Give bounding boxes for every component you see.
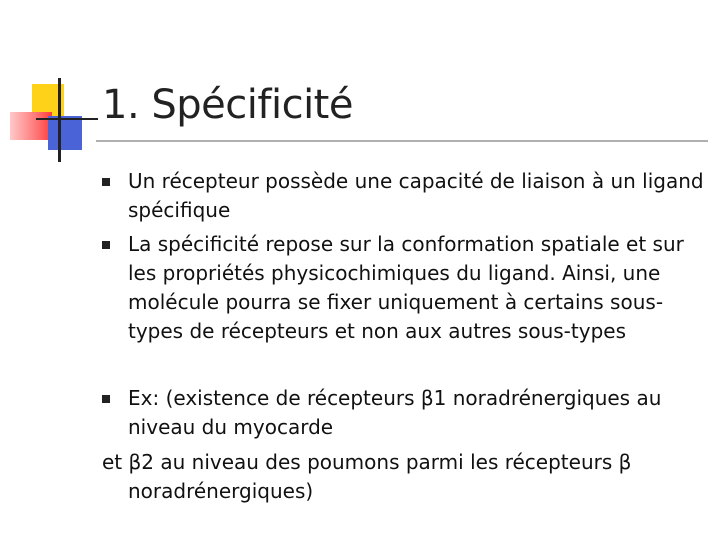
decor-horizontal-line (36, 118, 98, 120)
continuation-line-2: noradrénergiques) (128, 479, 314, 503)
decor-blue-square (48, 116, 82, 150)
continuation-paragraph (102, 448, 702, 506)
title-rule (96, 140, 708, 142)
bullet-marker-icon (102, 241, 110, 249)
bullet-marker-icon (102, 395, 110, 403)
continuation-line-1: et β2 au niveau des poumons parmi les récepteurs β (102, 450, 632, 474)
bullet-text: Ex: (existence de récepteurs β1 noradrénergiques au niveau du myocarde (128, 386, 662, 439)
bullet-marker-icon (102, 178, 110, 186)
bullet-text: La spécificité repose sur la conformation spatiale et sur les propriétés physicochimiques du ligand. Ainsi, une molécule pourra se fixer uniquement à certains sous-types de récepteurs et non aux autres sous-types (128, 232, 684, 343)
decor-red-square (10, 112, 52, 140)
decor-vertical-line (58, 78, 61, 162)
bullet-text: Un récepteur possède une capacité de liaison à un ligand spécifique (128, 169, 704, 222)
slide-title: 1. Spécificité (102, 82, 353, 128)
